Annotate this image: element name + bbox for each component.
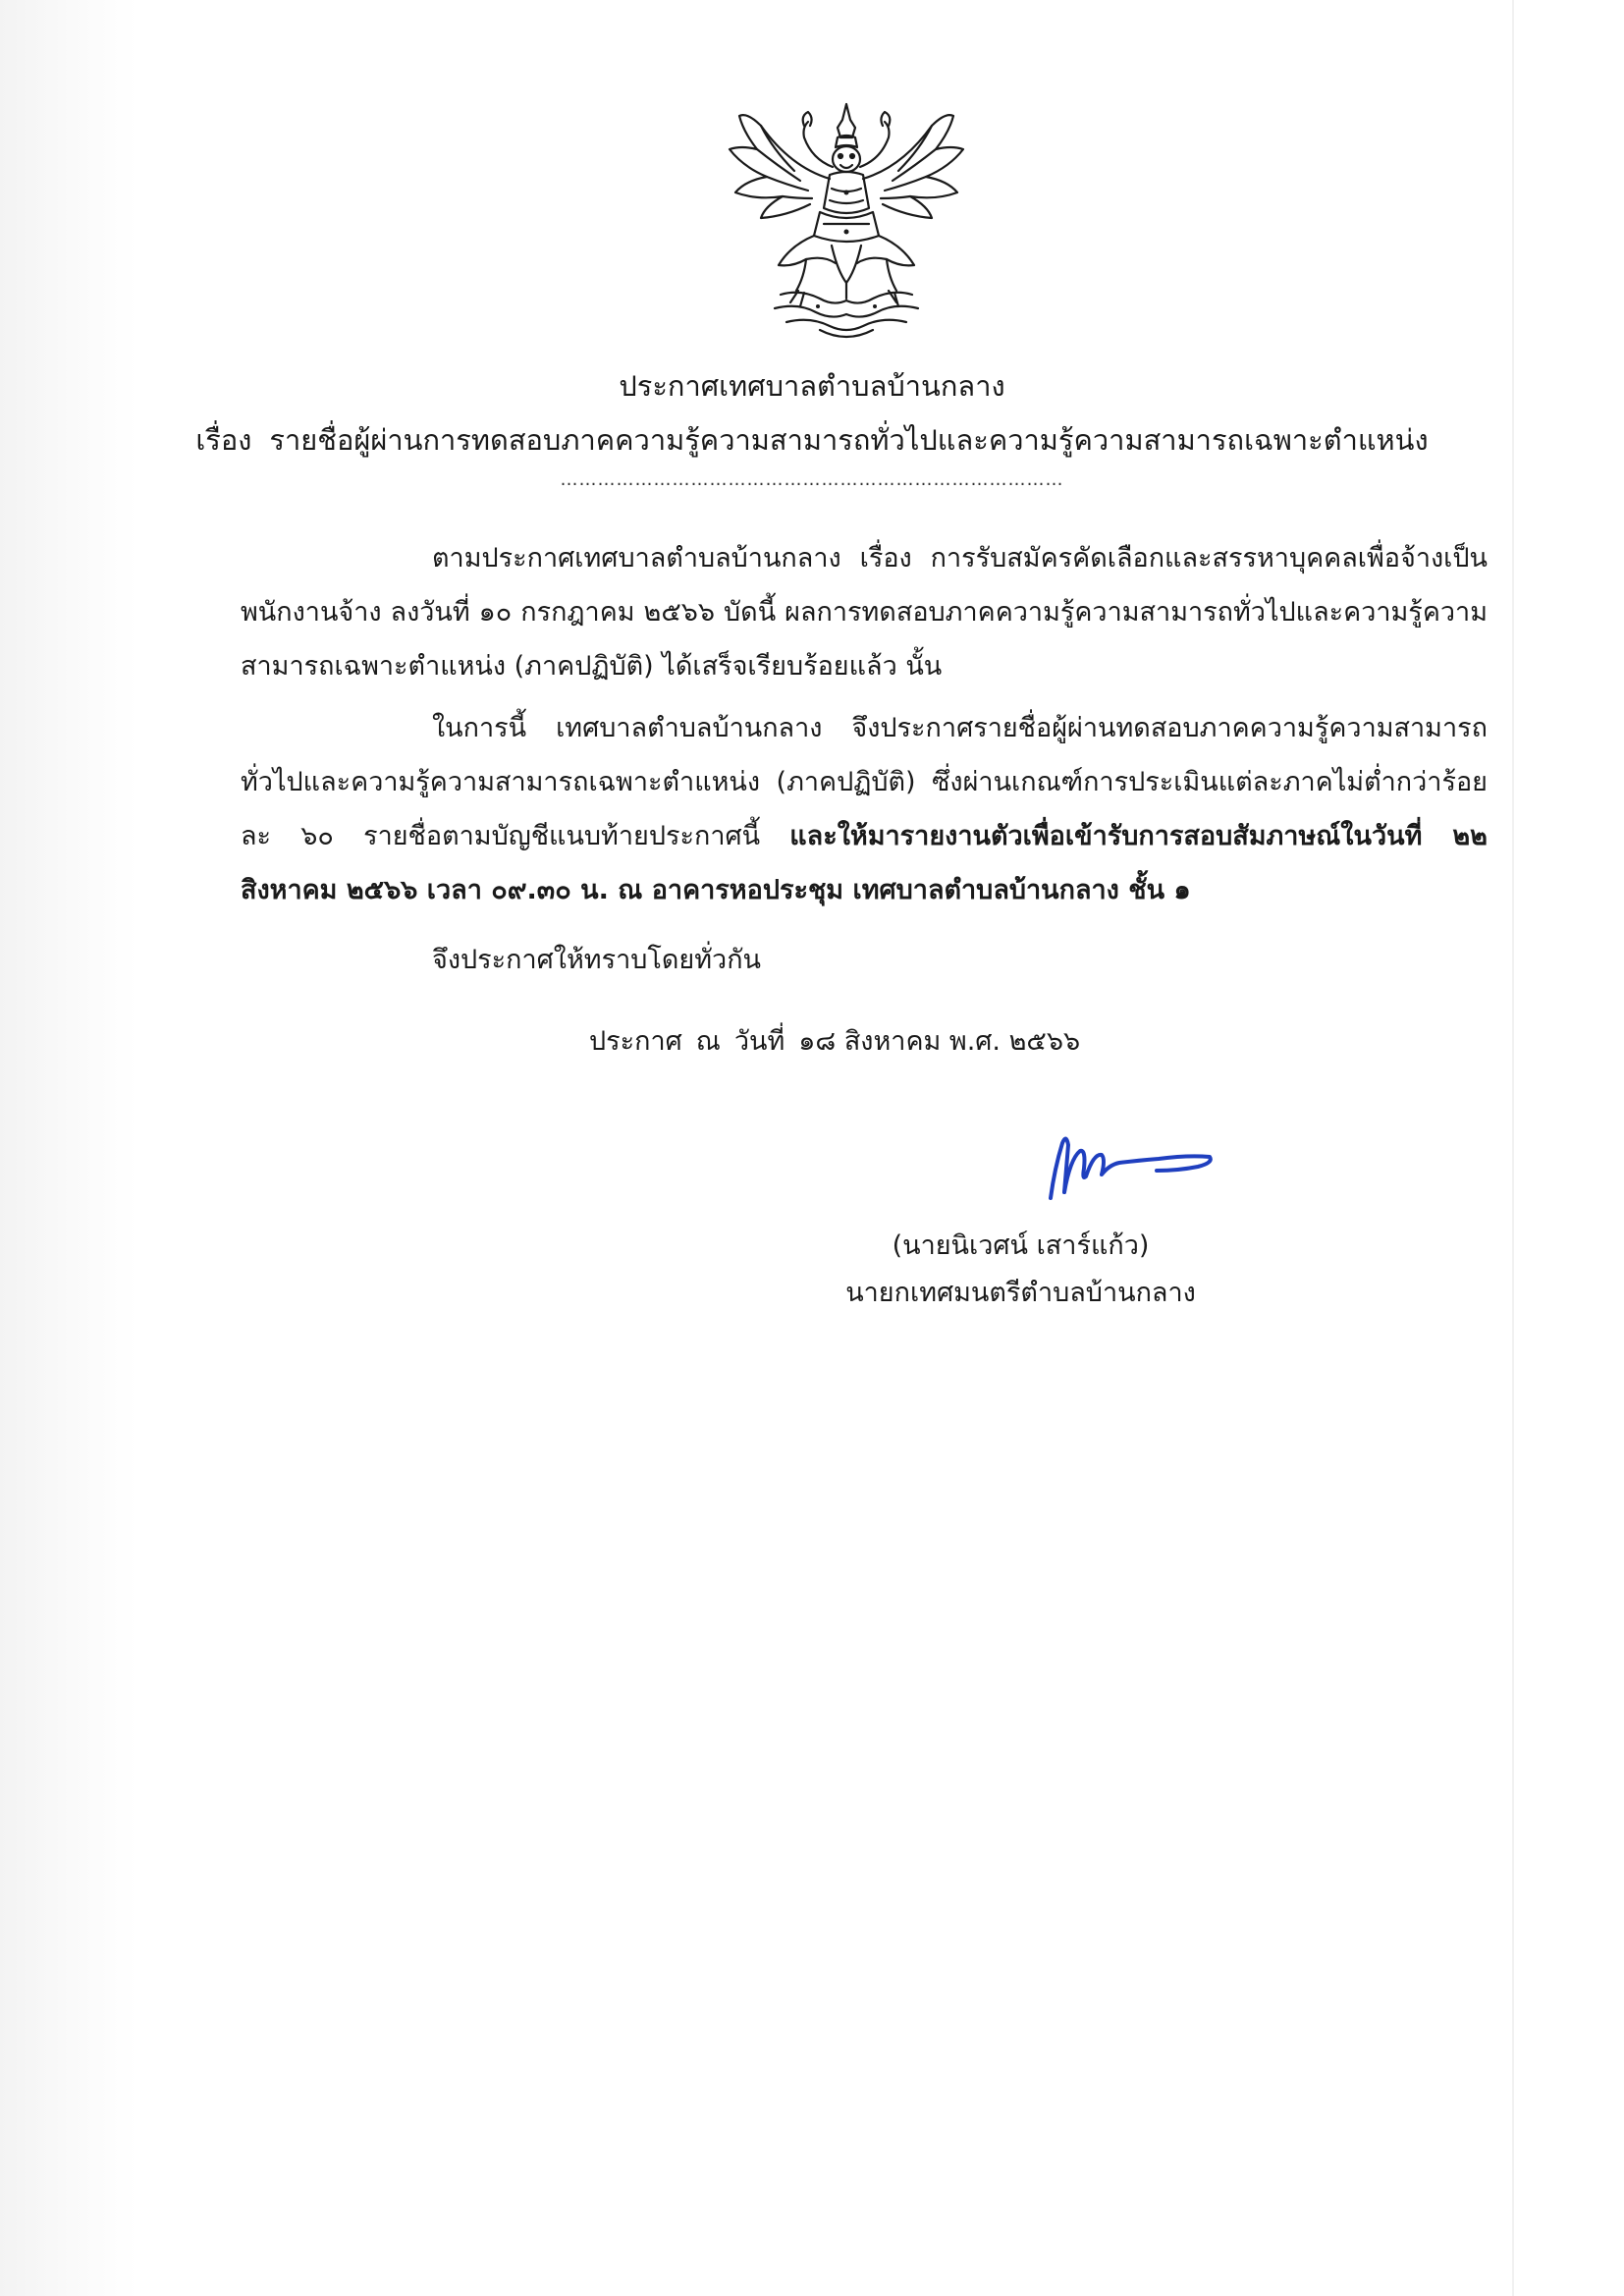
date-at: ณ (695, 1026, 721, 1057)
date-prefix: ประกาศ (589, 1026, 682, 1057)
subject-text: รายชื่อผู้ผ่านการทดสอบภาคความรู้ความสามารถทั่วไปและความรู้ความสามารถเฉพาะตำแหน่ง (269, 423, 1429, 457)
scan-line (1512, 0, 1514, 2296)
date-value: ๑๘ สิงหาคม พ.ศ. ๒๕๖๖ (798, 1026, 1081, 1057)
signer-name: (นายนิเวศน์ เสาร์แก้ว) (892, 1230, 1150, 1261)
announcement-title: ประกาศเทศบาลตำบลบ้านกลาง (619, 369, 1005, 403)
garuda-seal-icon (722, 98, 972, 346)
body-paragraph-1: ตามประกาศเทศบาลตำบลบ้านกลาง เรื่อง การรับสมัครคัดเลือกและสรรหาบุคคลเพื่อจ้างเป็นพนักงานจ้าง ลงวันที่ ๑๐ กรกฎาคม ๒๕๖๖ บัดนี้ ผลการทดสอบภาคความรู้ความสามารถทั่วไปและความรู้ความสามารถเฉพาะตำแหน่ง (ภาคปฏิบัติ) ได้เสร็จเรียบร้อยแล้ว นั้น (241, 543, 1488, 682)
scan-edge-shadow (0, 0, 137, 2296)
separator-dots: ……………………………………………………………………… (560, 469, 1064, 490)
handwritten-signature (1041, 1129, 1218, 1208)
date-line (589, 1019, 1094, 1062)
closing-line: จึงประกาศให้ทราบโดยทั่วกัน (432, 945, 761, 975)
paragraph-2-plain: ในการนี้ เทศบาลตำบลบ้านกลาง จึงประกาศรายชื่อผู้ผ่านทดสอบภาคความรู้ความสามารถทั่วไปและความรู้ความสามารถเฉพาะตำแหน่ง (ภาคปฏิบัติ) ซึ่งผ่านเกณฑ์การประเมินแต่ละภาคไม่ต่ำกว่าร้อยละ ๖๐ รายชื่อตามบัญชีแนบท้ายประกาศนี้ (241, 713, 1488, 851)
date-day-label: วันที่ (733, 1026, 785, 1057)
subject-label: เรื่อง (195, 423, 252, 457)
signer-position: นายกเทศมนตรีตำบลบ้านกลาง (845, 1278, 1196, 1308)
announcement-subject (0, 417, 1624, 463)
body-paragraph-2 (241, 701, 1488, 917)
paragraph-2-bold: และให้มารายงานตัวเพื่อเข้ารับการสอบสัมภาษณ์ในวันที่ ๒๒ สิงหาคม ๒๕๖๖ เวลา ๐๙.๓๐ น. ณ อาคารหอประชุม เทศบาลตำบลบ้านกลาง ชั้น ๑ (241, 821, 1488, 905)
